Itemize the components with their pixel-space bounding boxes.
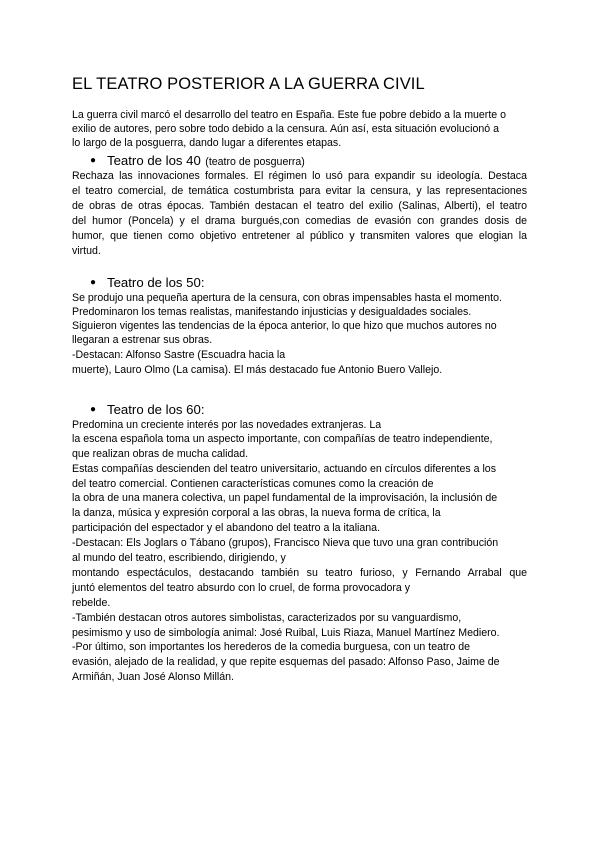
section-title: Teatro de los 50: (107, 275, 205, 290)
paragraph-line: que realizan obras de mucha calidad. (72, 448, 249, 460)
paragraph-line: muerte), Lauro Olmo (La camisa). El más destacado fue Antonio Buero Vallejo. (72, 364, 443, 376)
intro-line: exilio de autores, pero sobre todo debido a la censura. Aún así, esta situación evolucionó a (72, 123, 499, 135)
paragraph-line: rebelde. (72, 597, 111, 609)
paragraph-line: Estas compañías descienden del teatro universitario, actuando en círculos diferentes a los (72, 463, 496, 475)
paragraph-line: la danza, música y expresión corporal a las obras, la nueva forma de crítica, la (72, 507, 441, 519)
intro-line: lo largo de la posguerra, dando lugar a diferentes etapas. (72, 137, 342, 149)
bullet-icon: ● (90, 404, 97, 415)
section-title: Teatro de los 40 (107, 153, 201, 168)
bullet-icon: ● (90, 277, 97, 288)
paragraph-line: -Por último, son importantes los herederos de la comedia burguesa, con un teatro de (72, 641, 471, 653)
page-title: EL TEATRO POSTERIOR A LA GUERRA CIVIL (72, 75, 425, 93)
paragraph-line: participación del espectador y el abandono del teatro a la italiana. (72, 522, 381, 534)
paragraph-line: Predominaron los temas realistas, manifestando injusticias y desigualdades sociales. (72, 306, 472, 318)
paragraph-line: al mundo del teatro, escribiendo, dirigiendo, y (72, 552, 286, 564)
bullet-icon: ● (90, 155, 97, 166)
paragraph-line: Armiñán, Juan José Alonso Millán. (72, 671, 234, 683)
paragraph-line: la obra de una manera colectiva, un papel fundamental de la improvisación, la inclusión de (72, 492, 498, 504)
paragraph-line: llegaran a estrenar sus obras. (72, 334, 213, 346)
paragraph-line: juntó elementos del teatro absurdo con lo cruel, de forma provocadora y (72, 582, 411, 594)
paragraph-line: pesimismo y uso de simbología animal: José Ruibal, Luis Riaza, Manuel Martínez Mediero. (72, 627, 500, 639)
paragraph-line: la escena española toma un aspecto importante, con compañías de teatro independiente, (72, 433, 493, 445)
intro-line: La guerra civil marcó el desarrollo del teatro en España. Este fue pobre debido a la muerte o (72, 109, 507, 121)
paragraph-line: Siguieron vigentes las tendencias de la época anterior, lo que hizo que muchos autores no (72, 320, 497, 332)
paragraph-line: -Destacan: Els Joglars o Tábano (grupos), Francisco Nieva que tuvo una gran contribución (72, 537, 499, 549)
paragraph-line: de obras de otras épocas. También destacan el teatro del exilio (Salinas, Alberti), el teatro (72, 200, 527, 212)
section-heading-40s (107, 152, 305, 170)
paragraph-line: Predomina un creciente interés por las novedades extranjeras. La (72, 419, 382, 431)
paragraph-line: del teatro comercial. Contienen características comunes como la creación de (72, 478, 434, 490)
paragraph-line: del humor (Poncela) y el drama burgués,con comedias de evasión con grandes dosis de (72, 215, 527, 227)
paragraph-line: -También destacan otros autores simbolistas, caracterizados por su vanguardismo, (72, 612, 462, 624)
paragraph-line: Rechaza las innovaciones formales. El régimen lo usó para expandir su ideología. Destaca (72, 170, 527, 182)
paragraph-line: evasión, alejado de la realidad, y que repite esquemas del pasado: Alfonso Paso, Jaime de (72, 656, 500, 668)
paragraph-line: -Destacan: Alfonso Sastre (Escuadra hacia la (72, 349, 286, 361)
section-title: Teatro de los 60: (107, 402, 205, 417)
paragraph-line: montando espectáculos, destacando también su teatro furioso, y Fernando Arrabal que (72, 567, 527, 579)
paragraph-line: humor, que tienen como objetivo entretener al público y transmiten valores que elogian la (72, 230, 527, 242)
paragraph-line: Se produjo una pequeña apertura de la censura, con obras impensables hasta el momento. (72, 292, 502, 304)
section-subtitle: (teatro de posguerra) (205, 156, 305, 168)
section-heading-50s (107, 274, 205, 292)
paragraph-line: virtud. (72, 245, 101, 257)
section-heading-60s (107, 401, 205, 419)
paragraph-line: el teatro comercial, de temática costumbrista para evitar la censura, y las representaciones (72, 185, 527, 197)
